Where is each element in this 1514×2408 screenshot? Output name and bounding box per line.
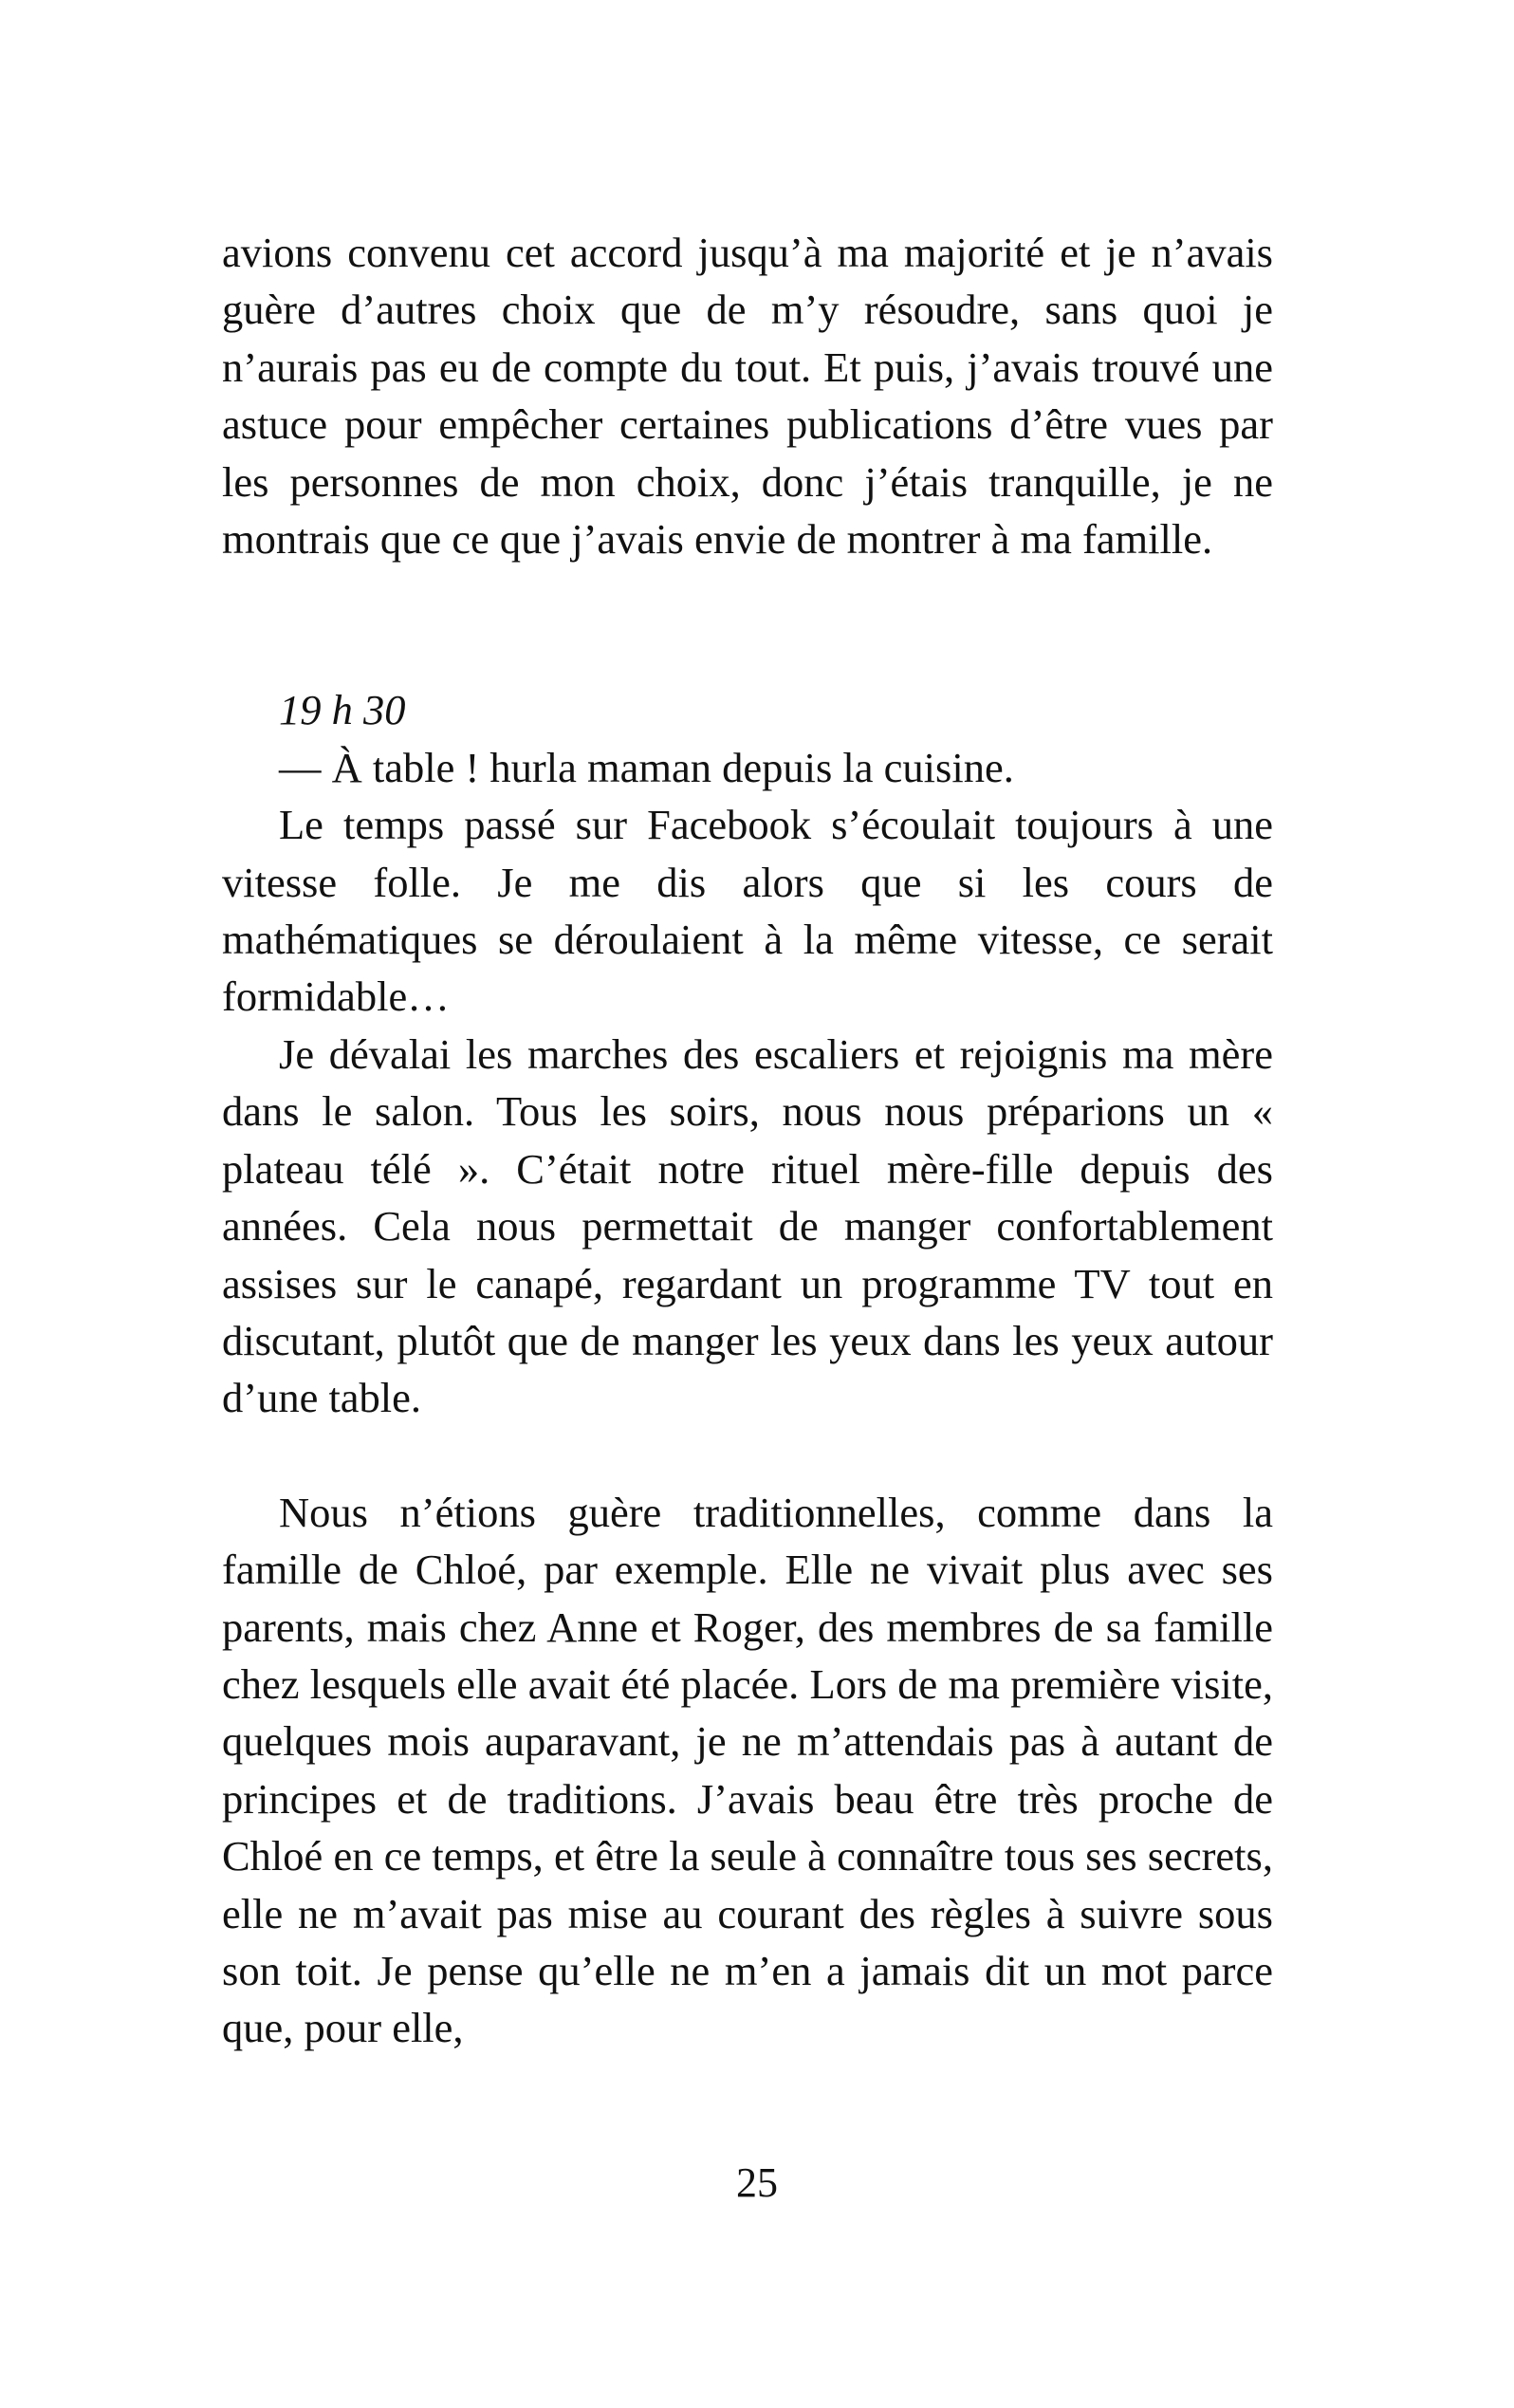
paragraph-continuation: avions convenu cet accord jusqu’à ma majorité et je n’avais guère d’autres choix que de m’y résoudre, sans quoi je n’aurais pas eu de compte du tout. Et puis, j’avais trouvé une astuce pour empêcher certaines publications d’être vues par les personnes de mon choix, donc j’étais tranquille, je ne montrais que ce que j’avais envie de montrer à ma famille. bbox=[222, 229, 1273, 564]
paragraph: Nous n’étions guère traditionnelles, comme dans la famille de Chloé, par exemple. Elle ne vivait plus avec ses parents, mais chez Anne et Roger, des membres de sa famille chez lesquels elle avait été placée. Lors de ma première visite, quelques mois auparavant, je ne m’attendais pas à autant de principes et de traditions. J’avais beau être très proche de Chloé en ce temps, et être la seule à connaître tous ses secrets, elle ne m’avait pas mise au courant des règles à suivre sous son toit. Je pense qu’elle ne m’en a jamais dit un mot parce que, pour elle, bbox=[222, 1488, 1273, 2052]
time-heading: 19 h 30 bbox=[279, 686, 406, 734]
paragraph: Le temps passé sur Facebook s’écoulait toujours à une vitesse folle. Je me dis alors que si les cours de mathématiques se déroulaient à la même vitesse, ce serait formidable… bbox=[222, 801, 1273, 1021]
page-body bbox=[222, 224, 1273, 2057]
paragraph: Je dévalai les marches des escaliers et rejoignis ma mère dans le salon. Tous les soirs, nous nous préparions un « plateau télé ». C’était notre rituel mère-fille depuis des années. Cela nous permettait de manger confortablement assises sur le canapé, regardant un programme TV tout en discutant, plutôt que de manger les yeux dans les yeux autour d’une table. bbox=[222, 1029, 1273, 1422]
paragraph-dialogue: — À table ! hurla maman depuis la cuisine. bbox=[279, 743, 1014, 791]
page-number: 25 bbox=[736, 2159, 778, 2206]
